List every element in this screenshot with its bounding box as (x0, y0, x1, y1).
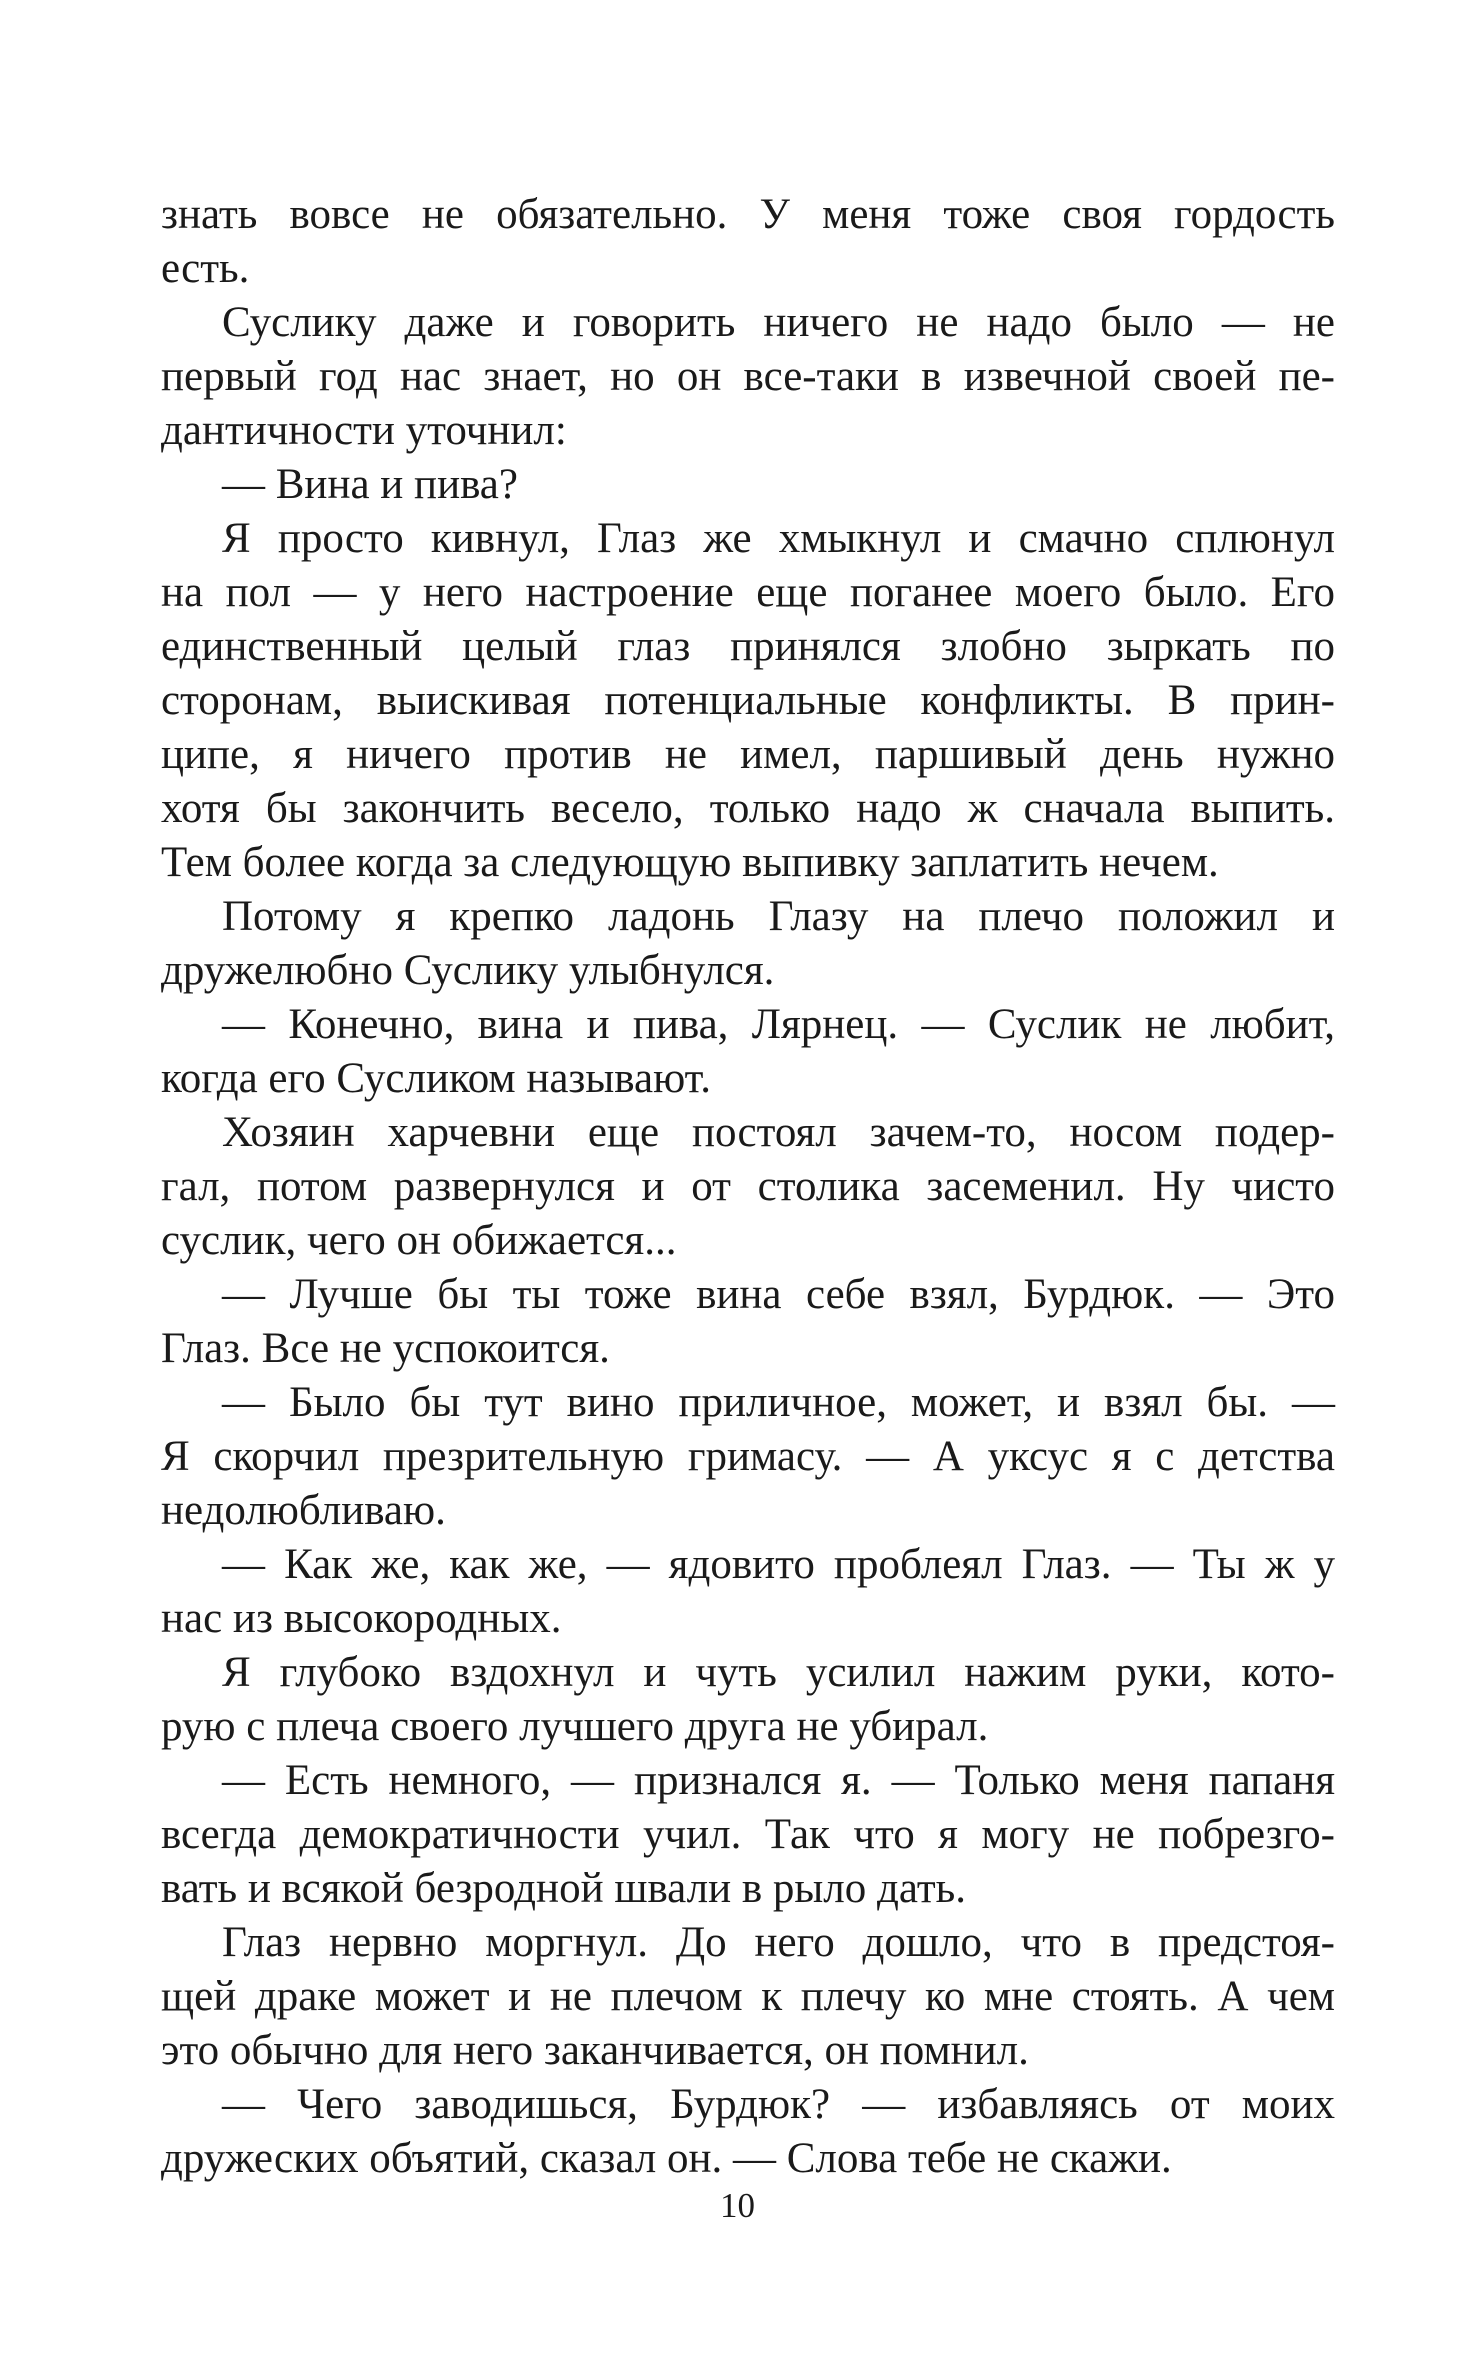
page-number: 10 (720, 2186, 755, 2225)
text-line: Я глубоко вздохнул и чуть усилил нажим руки, кото- (222, 1649, 1335, 1696)
text-line: Тем более когда за следующую выпивку заплатить нечем. (161, 839, 1219, 886)
text-line: Суслику даже и говорить ничего не надо было — не (222, 299, 1335, 346)
text-line: — Чего заводишься, Бурдюк? — избавляясь от моих (222, 2081, 1335, 2128)
text-line: рую с плеча своего лучшего друга не убирал. (161, 1703, 989, 1750)
text-line: когда его Сусликом называют. (161, 1055, 711, 1102)
text-line: дружеских объятий, сказал он. — Слова тебе не скажи. (161, 2135, 1172, 2182)
text-line: нас из высокородных. (161, 1595, 562, 1642)
text-line: щей драке может и не плечом к плечу ко мне стоять. А чем (161, 1973, 1335, 2020)
text-line: — Вина и пива? (222, 461, 518, 508)
text-line: знать вовсе не обязательно. У меня тоже своя гордость (161, 191, 1335, 238)
text-line: всегда демократичности учил. Так что я могу не побрезго- (161, 1811, 1335, 1858)
text-line: хотя бы закончить весело, только надо ж сначала выпить. (161, 785, 1335, 832)
text-line: суслик, чего он обижается... (161, 1217, 677, 1264)
text-line: гал, потом развернулся и от столика засеменил. Ну чисто (161, 1163, 1335, 1210)
text-line: на пол — у него настроение еще поганее моего было. Его (161, 569, 1335, 616)
text-line: это обычно для него заканчивается, он помнил. (161, 2027, 1029, 2074)
text-line: единственный целый глаз принялся злобно зыркать по (161, 623, 1335, 670)
text-line: Я скорчил презрительную гримасу. — А уксус я с детства (161, 1433, 1335, 1480)
text-line: дружелюбно Суслику улыбнулся. (161, 947, 775, 994)
body-text (161, 188, 1335, 2186)
text-line: — Конечно, вина и пива, Лярнец. — Суслик не любит, (222, 1001, 1335, 1048)
text-line: — Как же, как же, — ядовито проблеял Глаз. — Ты ж у (222, 1541, 1335, 1588)
text-line: первый год нас знает, но он все-таки в извечной своей пе- (161, 353, 1335, 400)
text-line: недолюбливаю. (161, 1487, 446, 1534)
text-line: Потому я крепко ладонь Глазу на плечо положил и (222, 893, 1335, 940)
text-line: Глаз. Все не успокоится. (161, 1325, 610, 1372)
text-line: Я просто кивнул, Глаз же хмыкнул и смачно сплюнул (222, 515, 1335, 562)
text-line: Глаз нервно моргнул. До него дошло, что в предстоя- (222, 1919, 1335, 1966)
text-line: Хозяин харчевни еще постоял зачем-то, носом подер- (222, 1109, 1335, 1156)
text-line: вать и всякой безродной швали в рыло дать. (161, 1865, 967, 1912)
text-line: есть. (161, 245, 250, 292)
text-line: — Было бы тут вино приличное, может, и взял бы. — (222, 1379, 1335, 1426)
text-line: — Есть немного, — признался я. — Только меня папаня (222, 1757, 1335, 1804)
text-line: дантичности уточнил: (161, 407, 567, 454)
text-line: — Лучше бы ты тоже вина себе взял, Бурдюк. — Это (222, 1271, 1335, 1318)
text-line: ципе, я ничего против не имел, паршивый день нужно (161, 731, 1335, 778)
text-line: сторонам, выискивая потенциальные конфликты. В прин- (161, 677, 1335, 724)
